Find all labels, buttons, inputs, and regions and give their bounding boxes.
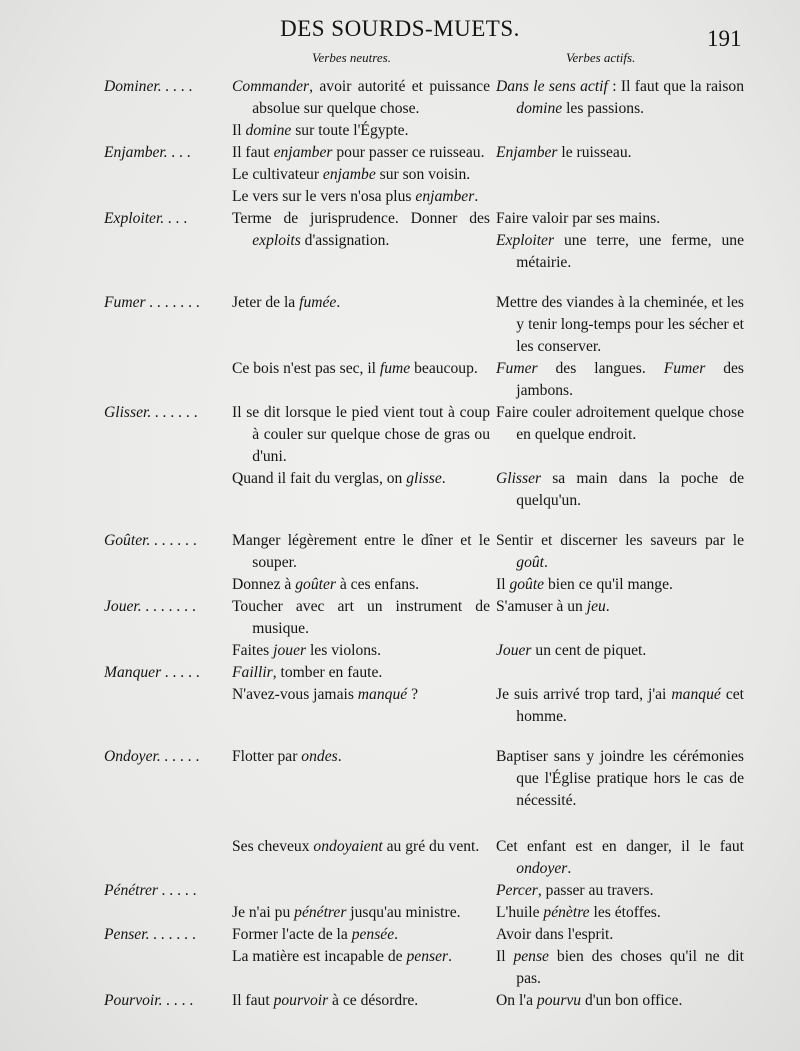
neutral-example: Faites jouer les violons. <box>232 642 382 659</box>
active-text: Baptiser sans y joindre les cérémonies que l'Église pratique hors le cas de nécessité. <box>496 748 744 809</box>
entry-ondoyer-cont <box>0 836 800 880</box>
verb-label: Pourvoir. . . . . <box>104 992 194 1009</box>
neutral-example: Il domine sur toute l'Égypte. <box>232 122 409 139</box>
entry-gouter-cont <box>0 574 800 596</box>
verb-label: Fumer . . . . . . . <box>104 294 201 311</box>
neutral-text: Jeter de la fumée. <box>232 294 341 311</box>
active-text: Enjamber le ruisseau. <box>496 144 632 161</box>
neutral-example: Quand il fait du verglas, on glisse. <box>232 470 446 487</box>
neutral-example: N'avez-vous jamais manqué ? <box>232 686 418 703</box>
neutral-text: Former l'acte de la pensée. <box>232 926 399 943</box>
neutral-text: Il faut pourvoir à ce désordre. <box>232 992 419 1009</box>
neutral-example: Le cultivateur enjambe sur son voisin. <box>232 166 471 183</box>
active-example: Cet enfant est en danger, il le faut ondoyer. <box>496 838 744 877</box>
active-text: Faire valoir par ses mains. <box>496 210 661 227</box>
entry-fumer <box>0 292 800 358</box>
neutral-text: Manger légèrement entre le dîner et le souper. <box>232 532 490 571</box>
active-text: Dans le sens actif : Il faut que la raison domine les passions. <box>496 78 744 117</box>
active-example: Je suis arrivé trop tard, j'ai manqué cet homme. <box>496 686 744 725</box>
active-text: Percer, passer au travers. <box>496 882 654 899</box>
neutral-example: Ses cheveux ondoyaient au gré du vent. <box>232 838 480 855</box>
neutral-text: Il faut enjamber pour passer ce ruisseau. <box>232 144 485 161</box>
active-sense <box>496 76 744 120</box>
entry-dominer <box>0 76 800 120</box>
entry-penser <box>0 924 800 946</box>
column-heading-active: Verbes actifs. <box>566 50 636 65</box>
active-example: Glisser sa main dans la poche de quelqu'un. <box>496 470 744 509</box>
verb-label: Dominer. . . . . <box>104 78 193 95</box>
entry-enjamber-cont <box>0 164 800 208</box>
neutral-example: La matière est incapable de penser. <box>232 948 452 965</box>
verb-label: Goûter. . . . . . . <box>104 532 198 549</box>
verb-label: Enjamber. . . . <box>104 144 192 161</box>
verb-label: Ondoyer. . . . . . <box>104 748 200 765</box>
entry-jouer-cont <box>0 640 800 662</box>
entry-exploiter <box>0 208 800 274</box>
neutral-text: Faillir, tomber en faute. <box>232 664 383 681</box>
verb-label: Pénétrer . . . . . <box>104 882 197 899</box>
neutral-example: Ce bois n'est pas sec, il fume beaucoup. <box>232 360 478 377</box>
verb-label: Manquer . . . . . <box>104 664 201 681</box>
neutral-text: Toucher avec art un instrument de musique. <box>232 598 490 637</box>
entry-jouer <box>0 596 800 640</box>
entry-penetrer-cont <box>0 902 800 924</box>
verb-label: Penser. . . . . . . <box>104 926 197 943</box>
entry-fumer-cont <box>0 358 800 402</box>
verb-table <box>0 76 800 1012</box>
entry-penetrer <box>0 880 800 902</box>
neutral-example: Donnez à goûter à ces enfans. <box>232 576 420 593</box>
neutral-example: Le vers sur le vers n'osa plus enjamber. <box>232 188 479 205</box>
neutral-text: Il se dit lorsque le pied vient tout à coup à couler sur quelque chose de gras ou d'uni. <box>232 404 490 465</box>
neutral-sense <box>232 76 490 120</box>
column-heading-neutral: Verbes neutres. <box>312 50 391 65</box>
verb-label: Glisser. . . . . . . <box>104 404 199 421</box>
entry-enjamber <box>0 142 800 164</box>
neutral-text: Flotter par ondes. <box>232 748 342 765</box>
neutral-example: Je n'ai pu pénétrer jusqu'au ministre. <box>232 904 461 921</box>
verb-label: Exploiter. . . . <box>104 210 188 227</box>
active-example: Fumer des langues. Fumer des jambons. <box>496 360 745 399</box>
verb-label: Jouer. . . . . . . . <box>104 598 197 615</box>
active-text: S'amuser à un jeu. <box>496 598 610 615</box>
neutral-text: Terme de jurisprudence. Donner des exploits d'assignation. <box>232 210 490 249</box>
active-example: Jouer un cent de piquet. <box>496 642 647 659</box>
active-text: On l'a pourvu d'un bon office. <box>496 992 683 1009</box>
active-text: Avoir dans l'esprit. <box>496 926 614 943</box>
neutral-text: Commander, avoir autorité et puissance absolue sur quelque chose. <box>232 78 490 117</box>
active-text: Sentir et discerner les saveurs par le goût. <box>496 532 744 571</box>
entry-glisser-cont <box>0 468 800 512</box>
entry-pourvoir <box>0 990 800 1012</box>
active-text: Faire couler adroitement quelque chose en quelque endroit. <box>496 404 744 443</box>
active-example: Il goûte bien ce qu'il mange. <box>496 576 673 593</box>
running-title: DES SOURDS-MUETS. <box>280 16 520 41</box>
page-number: 191 <box>707 26 742 51</box>
entry-ondoyer <box>0 746 800 812</box>
entry-manquer <box>0 662 800 684</box>
active-example: L'huile pénètre les étoffes. <box>496 904 661 921</box>
entry-manquer-cont <box>0 684 800 728</box>
active-example: Exploiter une terre, une ferme, une métairie. <box>496 232 744 271</box>
entry-gouter <box>0 530 800 574</box>
active-example: Il pense bien des choses qu'il ne dit pas. <box>496 948 744 987</box>
entry-glisser <box>0 402 800 468</box>
entry-penser-cont <box>0 946 800 990</box>
entry-dominer-cont <box>0 120 800 142</box>
active-text: Mettre des viandes à la cheminée, et les y tenir long-temps pour les sécher et les conserver. <box>496 294 744 355</box>
